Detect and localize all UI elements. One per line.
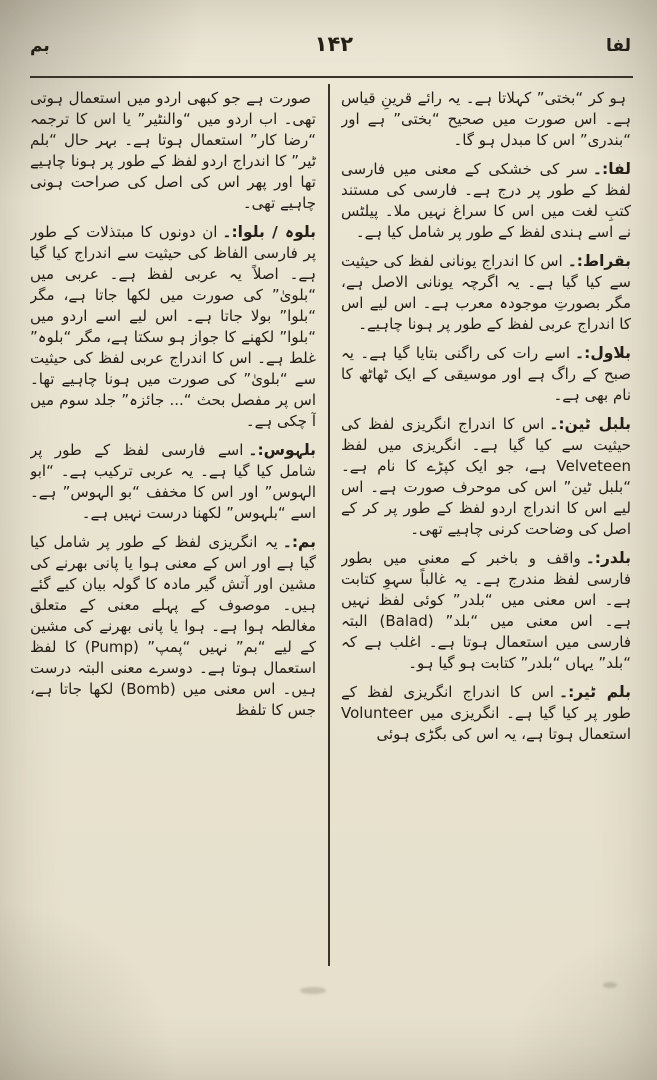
guide-word-left: بم (30, 36, 50, 56)
entry-bulhawas (30, 440, 316, 524)
entry-lafa (341, 159, 631, 243)
entry-continuation-volunteer (30, 88, 316, 214)
column-left (30, 88, 316, 968)
entry-text: ان دونوں کا مبتذلات کے طور پر فارسی الفاظ کی حیثیت سے اندراج کیا گیا ہے۔ اصلاً یہ عربی لفظ ہے۔ عربی میں “بلویٰ” کی صورت میں لکھا جاتا ہے، مگر “بلوا” بولا جاتا ہے۔ اس لیے اسے اردو میں “بلوا” لکھنے کا جواز ہو سکتا ہے، مگر “بلوہ” غلط ہے۔ اس کا اندراج عربی لفظ کی حیثیت سے “بلویٰ” کی صورت میں ہونا چاہیے تھا۔ اس پر مفصل بحث “... جائزہ” جلد سوم میں آ چکی ہے۔ (30, 223, 316, 430)
guide-word-right: لفا (605, 36, 631, 56)
entry-text: اسے رات کی راگنی بتایا گیا ہے۔ یہ صبح کے راگ ہے اور موسیقی کے ایک ٹھاٹھ کا نام بھی ہے۔ (341, 344, 631, 404)
column-divider (328, 84, 330, 966)
entry-baldar-balad (341, 548, 631, 674)
entry-balwa (30, 222, 316, 432)
scan-smudge (603, 982, 617, 988)
entry-text: اس کا اندراج یونانی لفظ کی حیثیت سے کیا گیا ہے۔ یہ اگرچہ یونانی الاصل ہے، مگر بصورتِ موجودہ معرب ہے۔ اس لیے اس کا اندراج عربی لفظ کے طور پر ہونا چاہیے۔ (341, 252, 631, 333)
entry-bam-bomb-pump (30, 532, 316, 721)
entry-headword: لفا:۔ (592, 160, 631, 178)
entry-headword: بلوہ / بلوا:۔ (222, 223, 316, 241)
entry-text: اس کا اندراج انگریزی لفظ کی حیثیت سے کیا گیا ہے۔ انگریزی میں لفظ Velveteen ہے، جو ایک کپڑے کا نام ہے۔ “بلبل ٹین” اس کی موحرف صورت ہے۔ اس لیے اس کا اندراج اردو لفظ کے طور پر کر کے اصل کی وضاحت کرنی چاہیے تھی۔ (341, 415, 631, 538)
entry-text: سر کی خشکی کے معنی میں فارسی لفظ کے طور پر درج ہے۔ فارسی کی مستند کتبِ لغت میں اس کا سراغ نہیں ملا۔ پیلٹس نے اسے ہندی لفظ کے طور پر شامل کیا ہے۔ (341, 160, 631, 241)
entry-balam-teer-volunteer (341, 682, 631, 745)
header-rule (30, 76, 633, 78)
entry-text: یہ انگریزی لفظ کے طور پر شامل کیا گیا ہے اور اس کے معنی ہوا یا پانی بھرنے کی مشین اور آتش گیر مادہ کا گولہ بیان کیے گئے ہیں۔ موصوف کے پہلے معنی کے متعلق مغالطہ ہوا ہے۔ ہوا یا پانی بھرنے کی مشین کے لیے “بم” نہیں “پمپ” (Pump) کا لفظ استعمال ہوتا ہے۔ دوسرے معنی البتہ درست ہیں۔ اس معنی میں (Bomb) لکھا جاتا ہے، جس کا تلفظ (30, 533, 316, 719)
entry-bilawal (341, 343, 631, 406)
entry-buqrat (341, 251, 631, 335)
running-head (30, 32, 631, 56)
entry-bulbul-teen-velveteen (341, 414, 631, 540)
entry-headword: بلہوس:۔ (248, 441, 316, 459)
entry-text: واقف و باخبر کے معنی میں بطور فارسی لفظ مندرج ہے۔ یہ غالباً سہوِ کتابت ہے۔ اس معنی میں “بلدر” کوئی لفظ نہیں ہے۔ اس معنی میں “بلد” (Balad) البتہ فارسی میں استعمال ہوتا ہے۔ اغلب ہے کہ “بلد” یہاں “بلدر” کتابت ہو گیا ہو۔ (341, 549, 631, 672)
column-right (341, 88, 631, 968)
entry-continuation-bukhti (341, 88, 631, 151)
entry-text: صورت ہے جو کبھی اردو میں استعمال ہوتی تھی۔ اب اردو میں “والنٹیر” یا اس کا ترجمہ “رضا کار” استعمال ہوتا ہے۔ بہر حال “بلم ٹیر” کا اندراج اردو لفظ کے طور پر ہونا چاہیے تھا اور پھر اس کی اصل کی صراحت ہونی چاہیے تھی۔ (30, 89, 316, 212)
entry-headword: بلبل ٹین:۔ (549, 415, 631, 433)
page-number: ۱۴۲ (314, 32, 354, 56)
entry-headword: بقراط:۔ (567, 252, 631, 270)
entry-headword: بلم ٹیر:۔ (558, 683, 631, 701)
entry-headword: بم:۔ (282, 533, 316, 551)
entry-headword: بلاول:۔ (575, 344, 631, 362)
entry-text: اسے فارسی لفظ کے طور پر شامل کیا گیا ہے۔ یہ عربی ترکیب ہے۔ “ابو الہوس” اور اس کا مخفف “بو الہوس” ہے۔ اسے “بلہوس” لکھنا درست نہیں ہے۔ (30, 441, 316, 522)
entry-text: ہو کر “بختی” کہلاتا ہے۔ یہ رائے قرینِ قیاس ہے۔ اس صورت میں صحیح “بختی” ہے اور “بندری” اس کا مبدل ہو گا۔ (341, 89, 631, 149)
scan-smudge (300, 987, 326, 994)
entry-text: اس کا اندراج انگریزی لفظ کے طور پر کیا گیا ہے۔ انگریزی میں Volunteer استعمال ہوتا ہے، یہ اس کی بگڑی ہوئی (341, 683, 631, 743)
entry-headword: بلدر:۔ (585, 549, 631, 567)
